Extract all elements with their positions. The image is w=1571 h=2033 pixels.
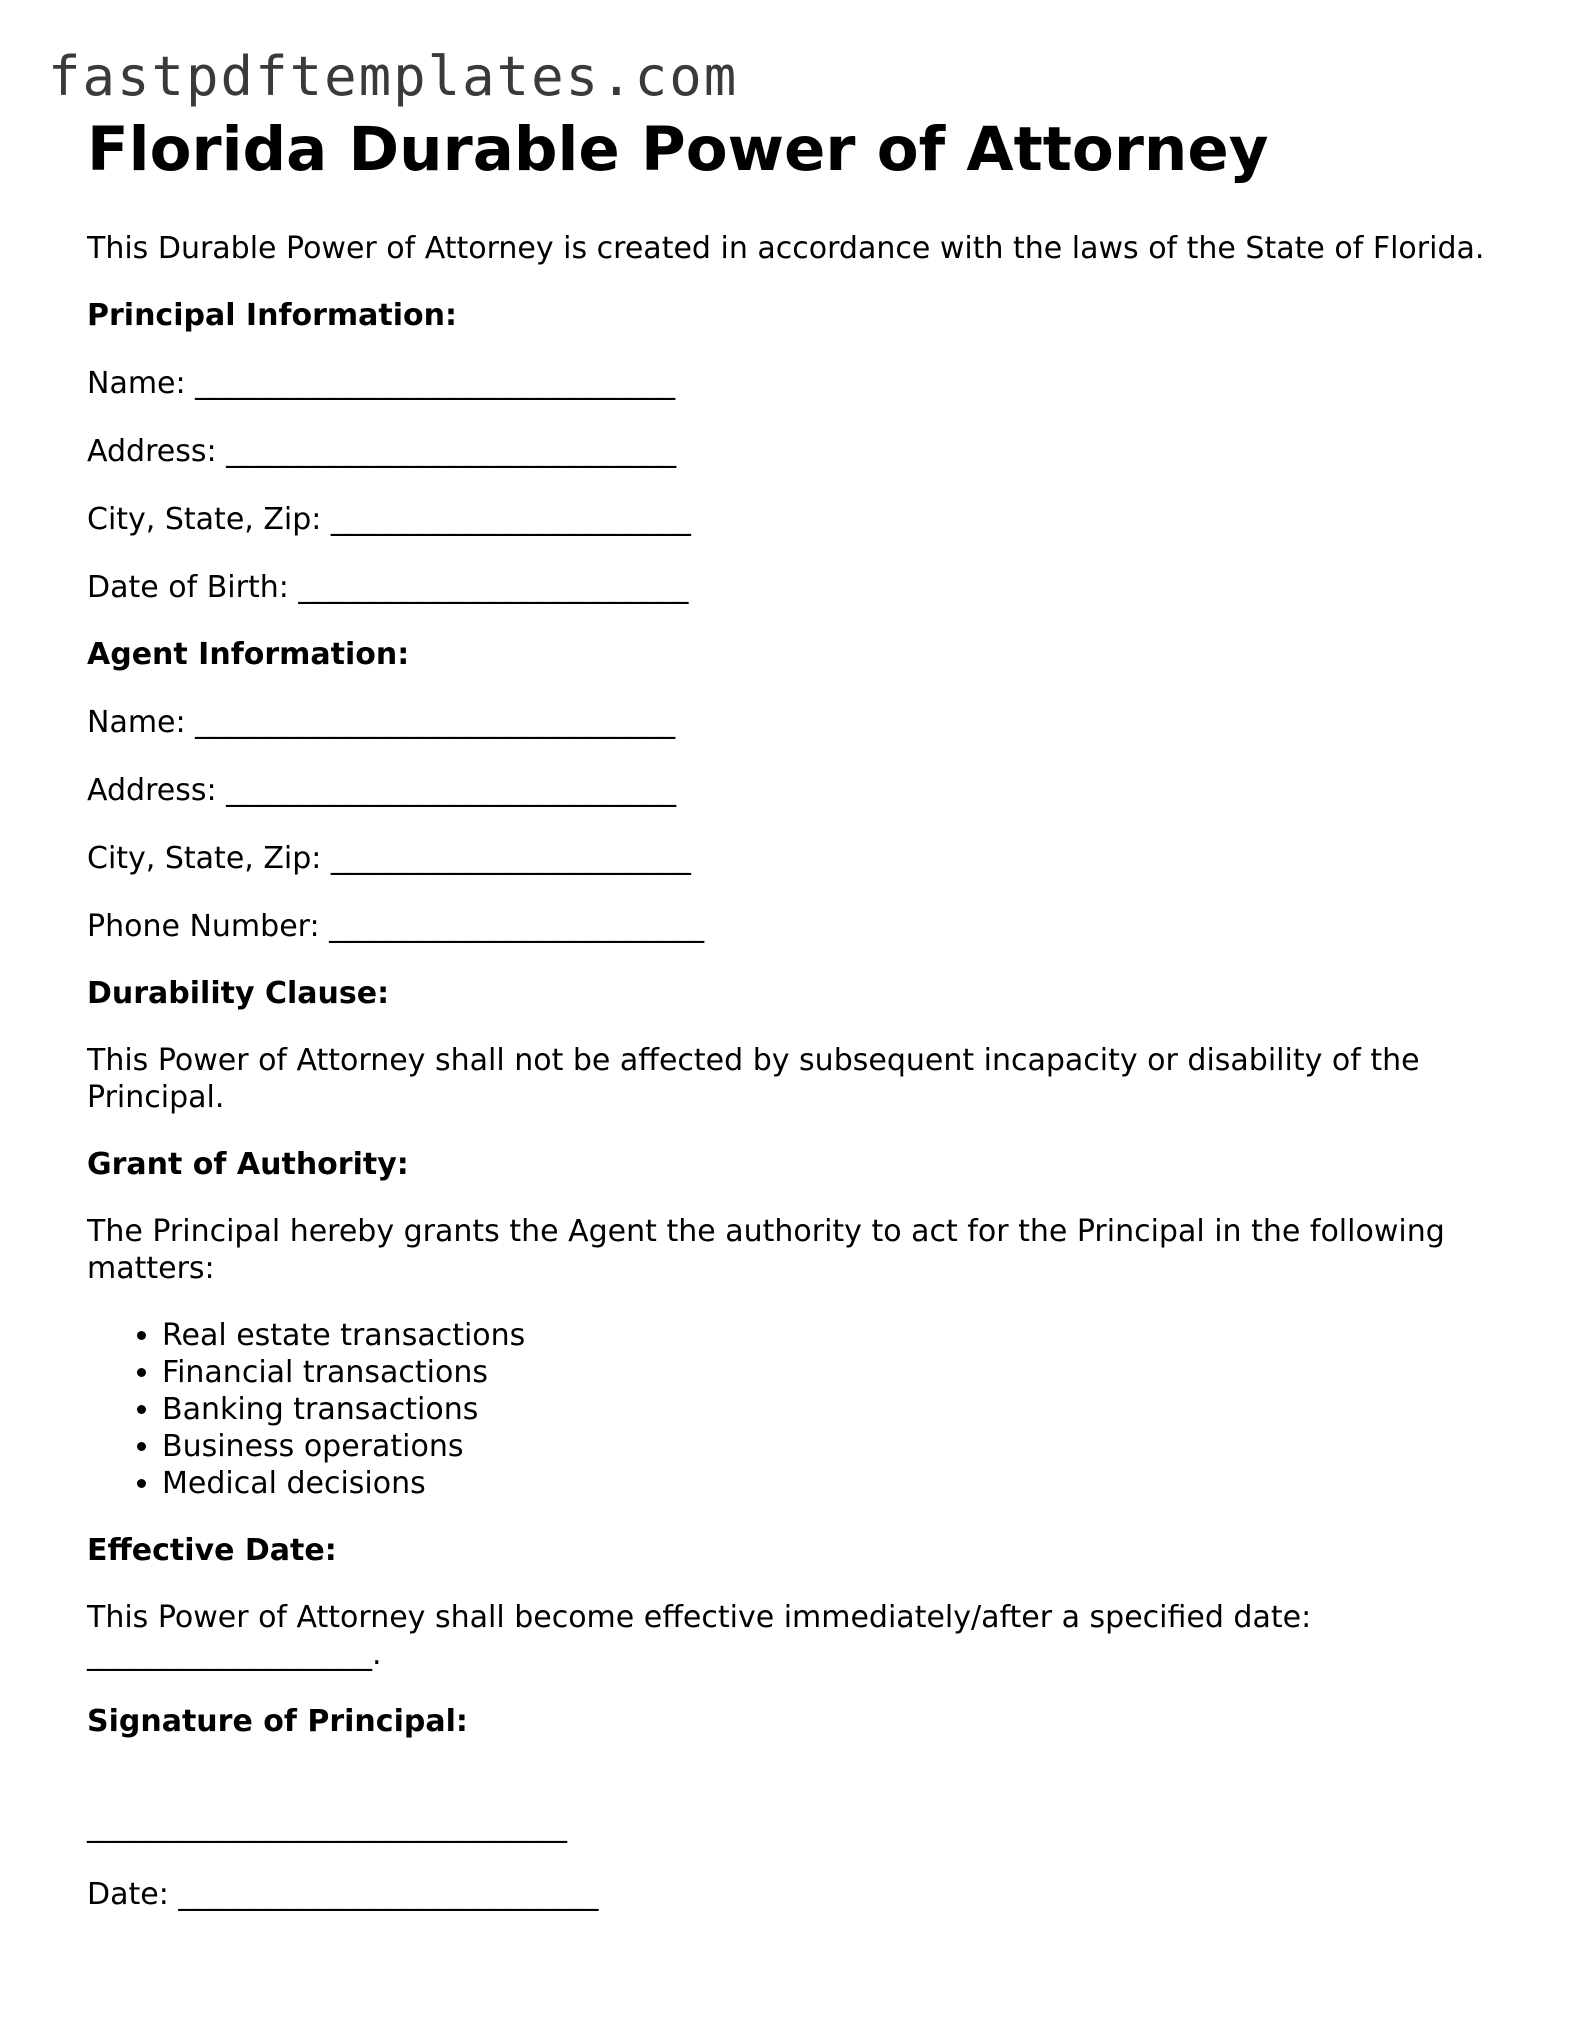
signature-date-field[interactable]: Date: ____________________________ (87, 1877, 599, 1912)
effective-text-label: This Power of Attorney shall become effective immediately/after a specified date: (87, 1600, 1312, 1635)
durability-heading: Durability Clause: (87, 976, 390, 1011)
signature-heading: Signature of Principal: (87, 1704, 468, 1739)
signature-field[interactable]: ________________________________ (87, 1809, 567, 1844)
list-item: • Medical decisions (162, 1465, 1507, 1502)
effective-heading: Effective Date: (87, 1533, 337, 1568)
principal-address-field[interactable]: Address: ______________________________ (87, 434, 677, 469)
list-item: • Business operations (162, 1428, 1507, 1465)
principal-heading: Principal Information: (87, 298, 458, 333)
effective-date-field[interactable]: ___________________. (87, 1637, 382, 1672)
principal-dob-field[interactable]: Date of Birth: __________________________ (87, 570, 689, 605)
authority-list (87, 1317, 1507, 1502)
document (87, 110, 1507, 1913)
list-item: • Financial transactions (162, 1354, 1507, 1391)
watermark: fastpdftemplates.com (48, 45, 739, 108)
agent-city-state-zip-field[interactable]: City, State, Zip: ________________________ (87, 841, 691, 876)
agent-name-field[interactable]: Name: ________________________________ (87, 705, 676, 740)
intro-paragraph: This Durable Power of Attorney is created in accordance with the laws of the State of Florida. (87, 231, 1485, 266)
document-title: Florida Durable Power of Attorney (87, 114, 1269, 185)
principal-city-state-zip-field[interactable]: City, State, Zip: ________________________ (87, 502, 691, 537)
agent-phone-field[interactable]: Phone Number: _________________________ (87, 909, 705, 944)
list-item: • Banking transactions (162, 1391, 1507, 1428)
agent-heading: Agent Information: (87, 637, 410, 672)
list-item: • Real estate transactions (162, 1317, 1507, 1354)
principal-name-field[interactable]: Name: ________________________________ (87, 366, 676, 401)
durability-text: This Power of Attorney shall not be affected by subsequent incapacity or disability of the Principal. (87, 1043, 1420, 1115)
authority-heading: Grant of Authority: (87, 1147, 409, 1182)
effective-text (87, 1599, 1507, 1673)
agent-address-field[interactable]: Address: ______________________________ (87, 773, 677, 808)
authority-text: The Principal hereby grants the Agent the authority to act for the Principal in the following matters: (87, 1214, 1445, 1286)
